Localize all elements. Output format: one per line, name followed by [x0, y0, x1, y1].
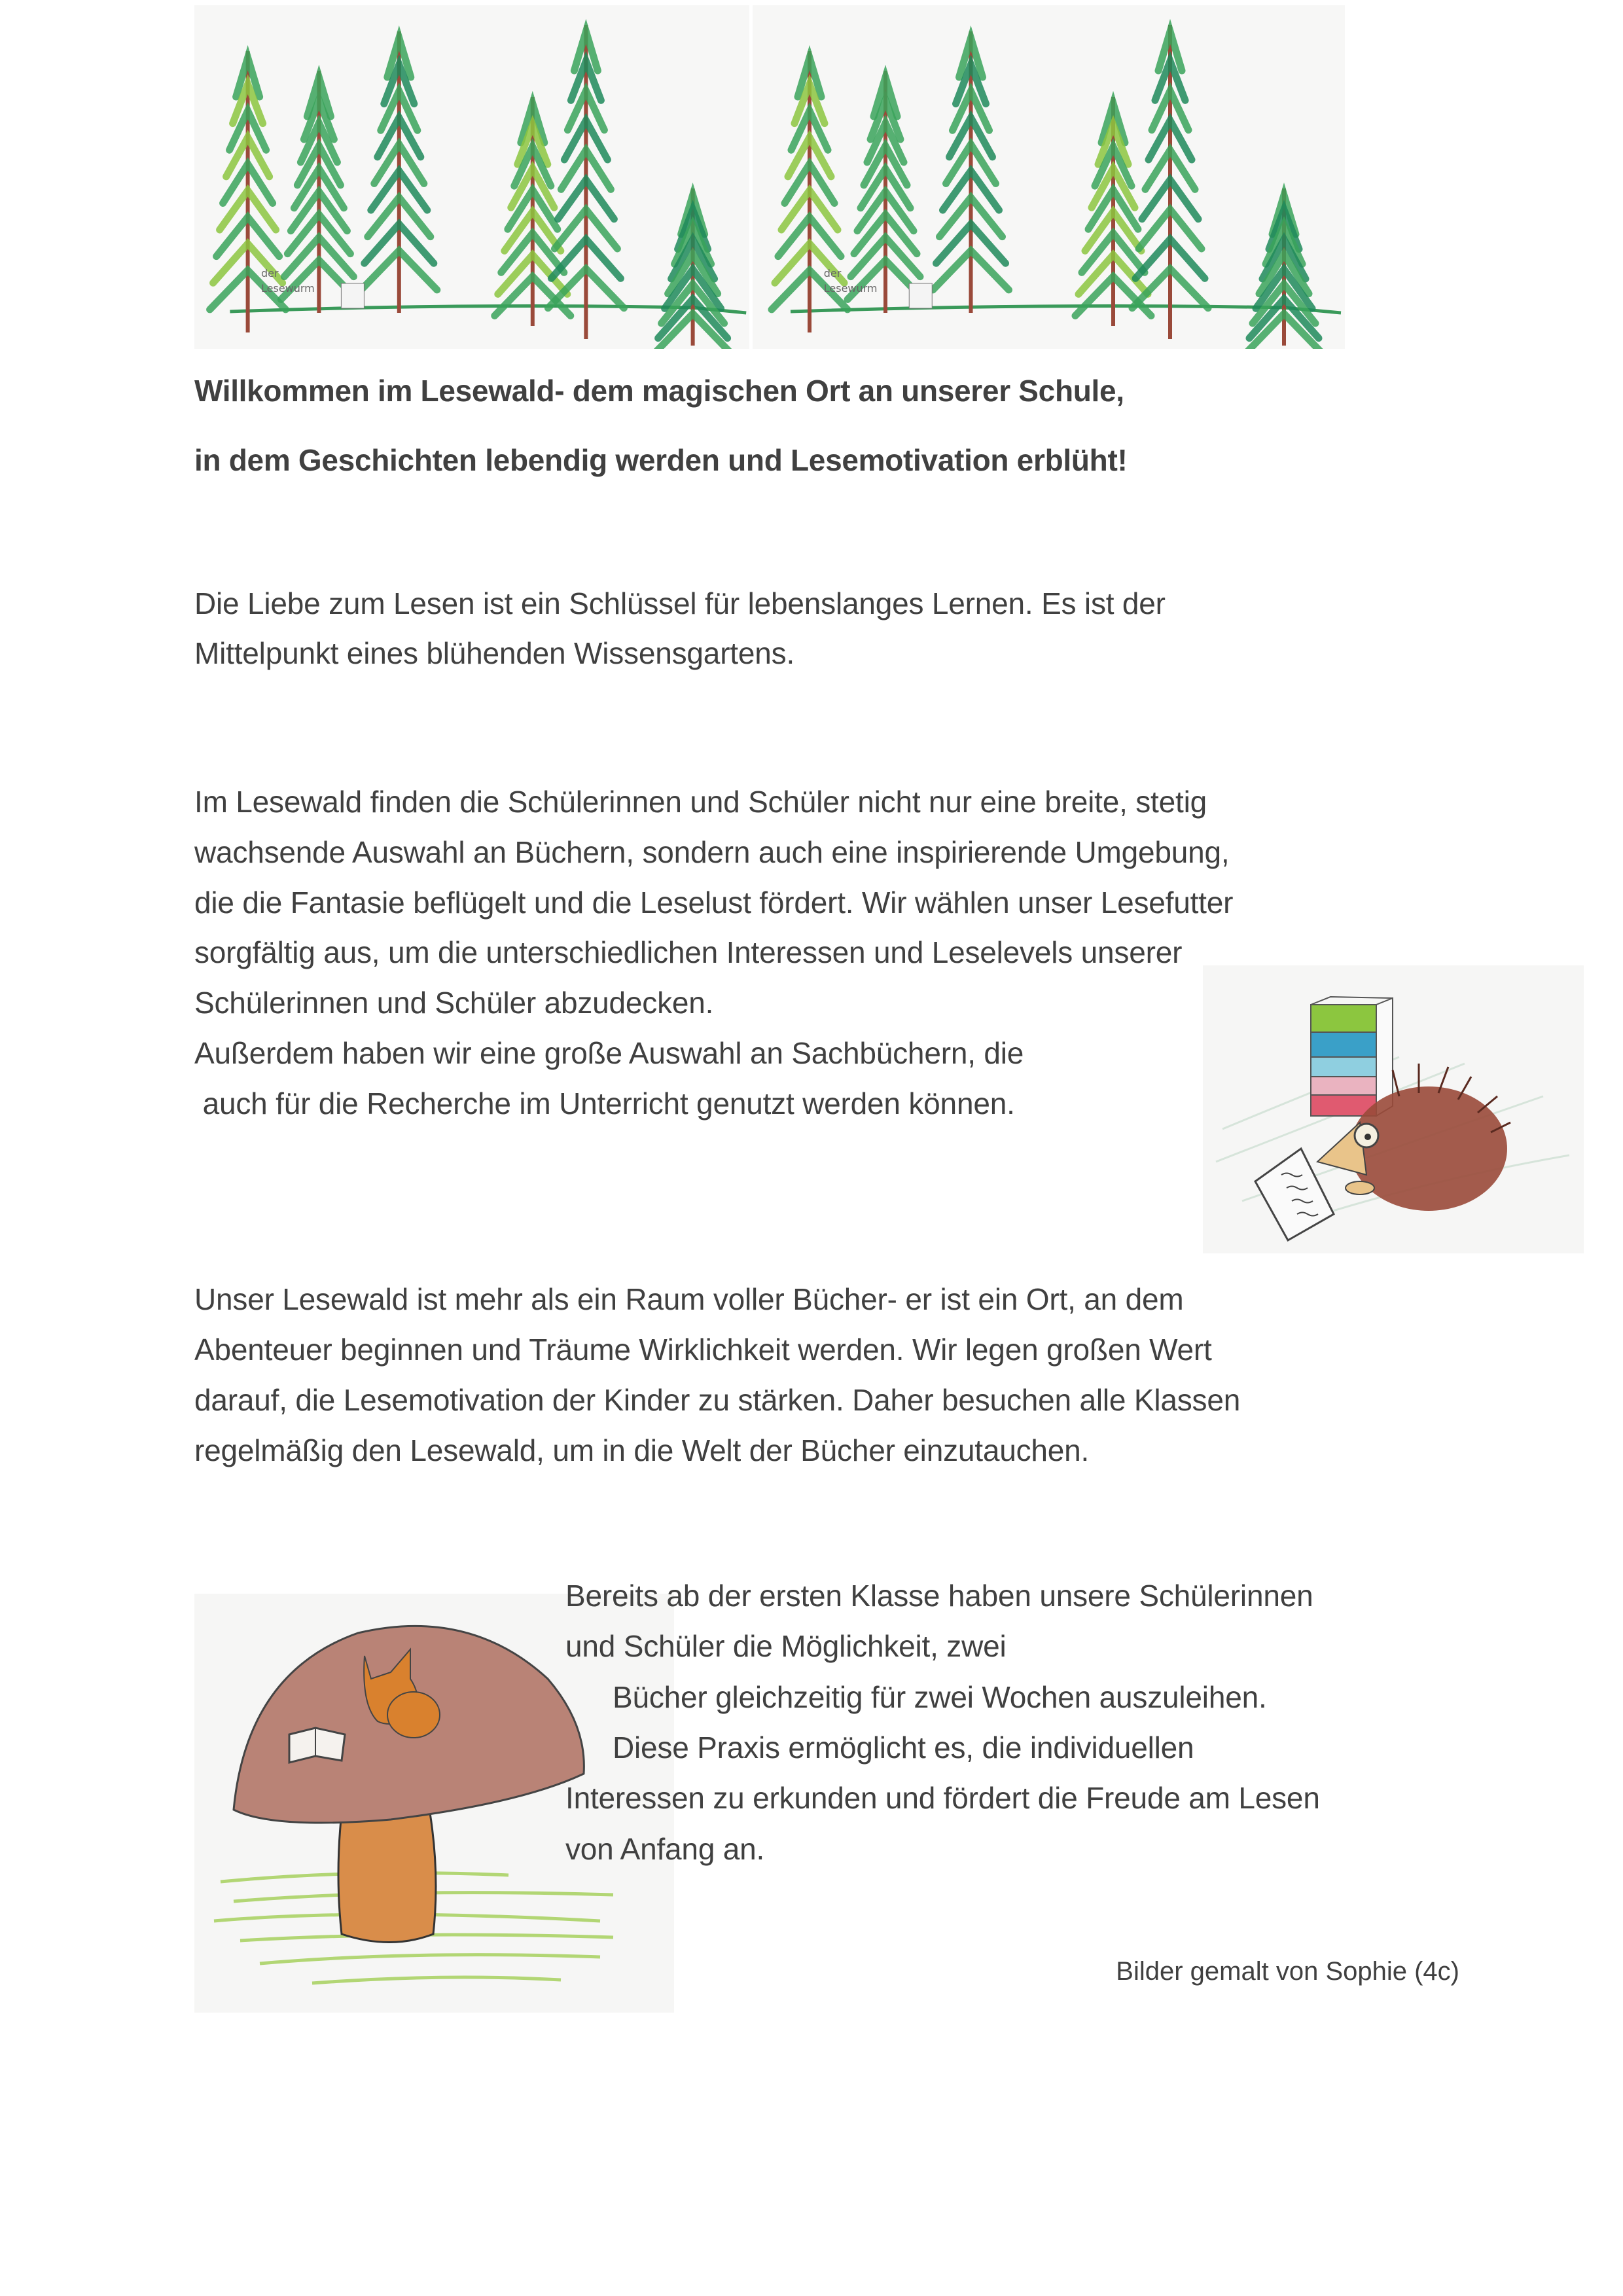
text-line: Interessen zu erkunden und fördert die Freude am Lesen: [565, 1781, 1320, 1815]
text-line: Im Lesewald finden die Schülerinnen und Schüler nicht nur eine breite, stetig: [194, 785, 1207, 819]
text-line: wachsende Auswahl an Büchern, sondern auch eine inspirierende Umgebung,: [194, 835, 1230, 869]
text-line: Mittelpunkt eines blühenden Wissensgartens.: [194, 636, 795, 670]
book-stack-icon: [1311, 997, 1393, 1116]
forest-illustration: [194, 5, 749, 349]
text-line: die die Fantasie beflügelt und die Leselust fördert. Wir wählen unser Lesefutter: [194, 886, 1234, 920]
welcome-heading-line-2: in dem Geschichten lebendig werden und Lesemotivation erblüht!: [194, 443, 1128, 477]
book-stack-icon: [909, 283, 932, 308]
text-line: darauf, die Lesemotivation der Kinder zu stärken. Daher besuchen alle Klassen: [194, 1383, 1241, 1417]
forest-drawing-left: [194, 5, 749, 349]
text-line: sorgfältig aus, um die unterschiedlichen Interessen und Leselevels unserer: [194, 935, 1183, 969]
welcome-heading-line-1: Willkommen im Lesewald- dem magischen Ort an unserer Schule,: [194, 374, 1124, 408]
handwriting-label: der: [261, 267, 279, 279]
hedgehog-illustration: [1203, 965, 1584, 1253]
handwriting-label: Lesewurm: [823, 282, 878, 295]
hedgehog-drawing: [1203, 965, 1584, 1253]
text-line: Bücher gleichzeitig für zwei Wochen auszuleihen.: [613, 1680, 1267, 1714]
book-stack-icon: [341, 283, 364, 308]
forest-drawing-right: [753, 5, 1345, 349]
text-line: Diese Praxis ermöglicht es, die individuellen: [613, 1731, 1194, 1765]
text-line: regelmäßig den Lesewald, um in die Welt der Bücher einzutauchen.: [194, 1433, 1090, 1467]
text-line: Unser Lesewald ist mehr als ein Raum voller Bücher- er ist ein Ort, an dem: [194, 1282, 1184, 1316]
forest-illustration: [753, 5, 1345, 349]
text-line: von Anfang an.: [565, 1832, 765, 1866]
text-line: Schülerinnen und Schüler abzudecken.: [194, 986, 714, 1020]
text-line: Abenteuer beginnen und Träume Wirklichkeit werden. Wir legen großen Wert: [194, 1333, 1212, 1367]
handwriting-label: Lesewurm: [261, 282, 315, 295]
text-line: Die Liebe zum Lesen ist ein Schlüssel für lebenslanges Lernen. Es ist der: [194, 586, 1166, 620]
text-line: Außerdem haben wir eine große Auswahl an Sachbüchern, die: [194, 1036, 1024, 1070]
text-line: Bereits ab der ersten Klasse haben unsere Schülerinnen: [565, 1579, 1313, 1613]
text-line: und Schüler die Möglichkeit, zwei: [565, 1629, 1007, 1663]
handwriting-label: der: [823, 267, 842, 279]
text-line: auch für die Recherche im Unterricht genutzt werden können.: [194, 1086, 1015, 1121]
illustration-credit: Bilder gemalt von Sophie (4c): [1116, 1957, 1459, 1986]
